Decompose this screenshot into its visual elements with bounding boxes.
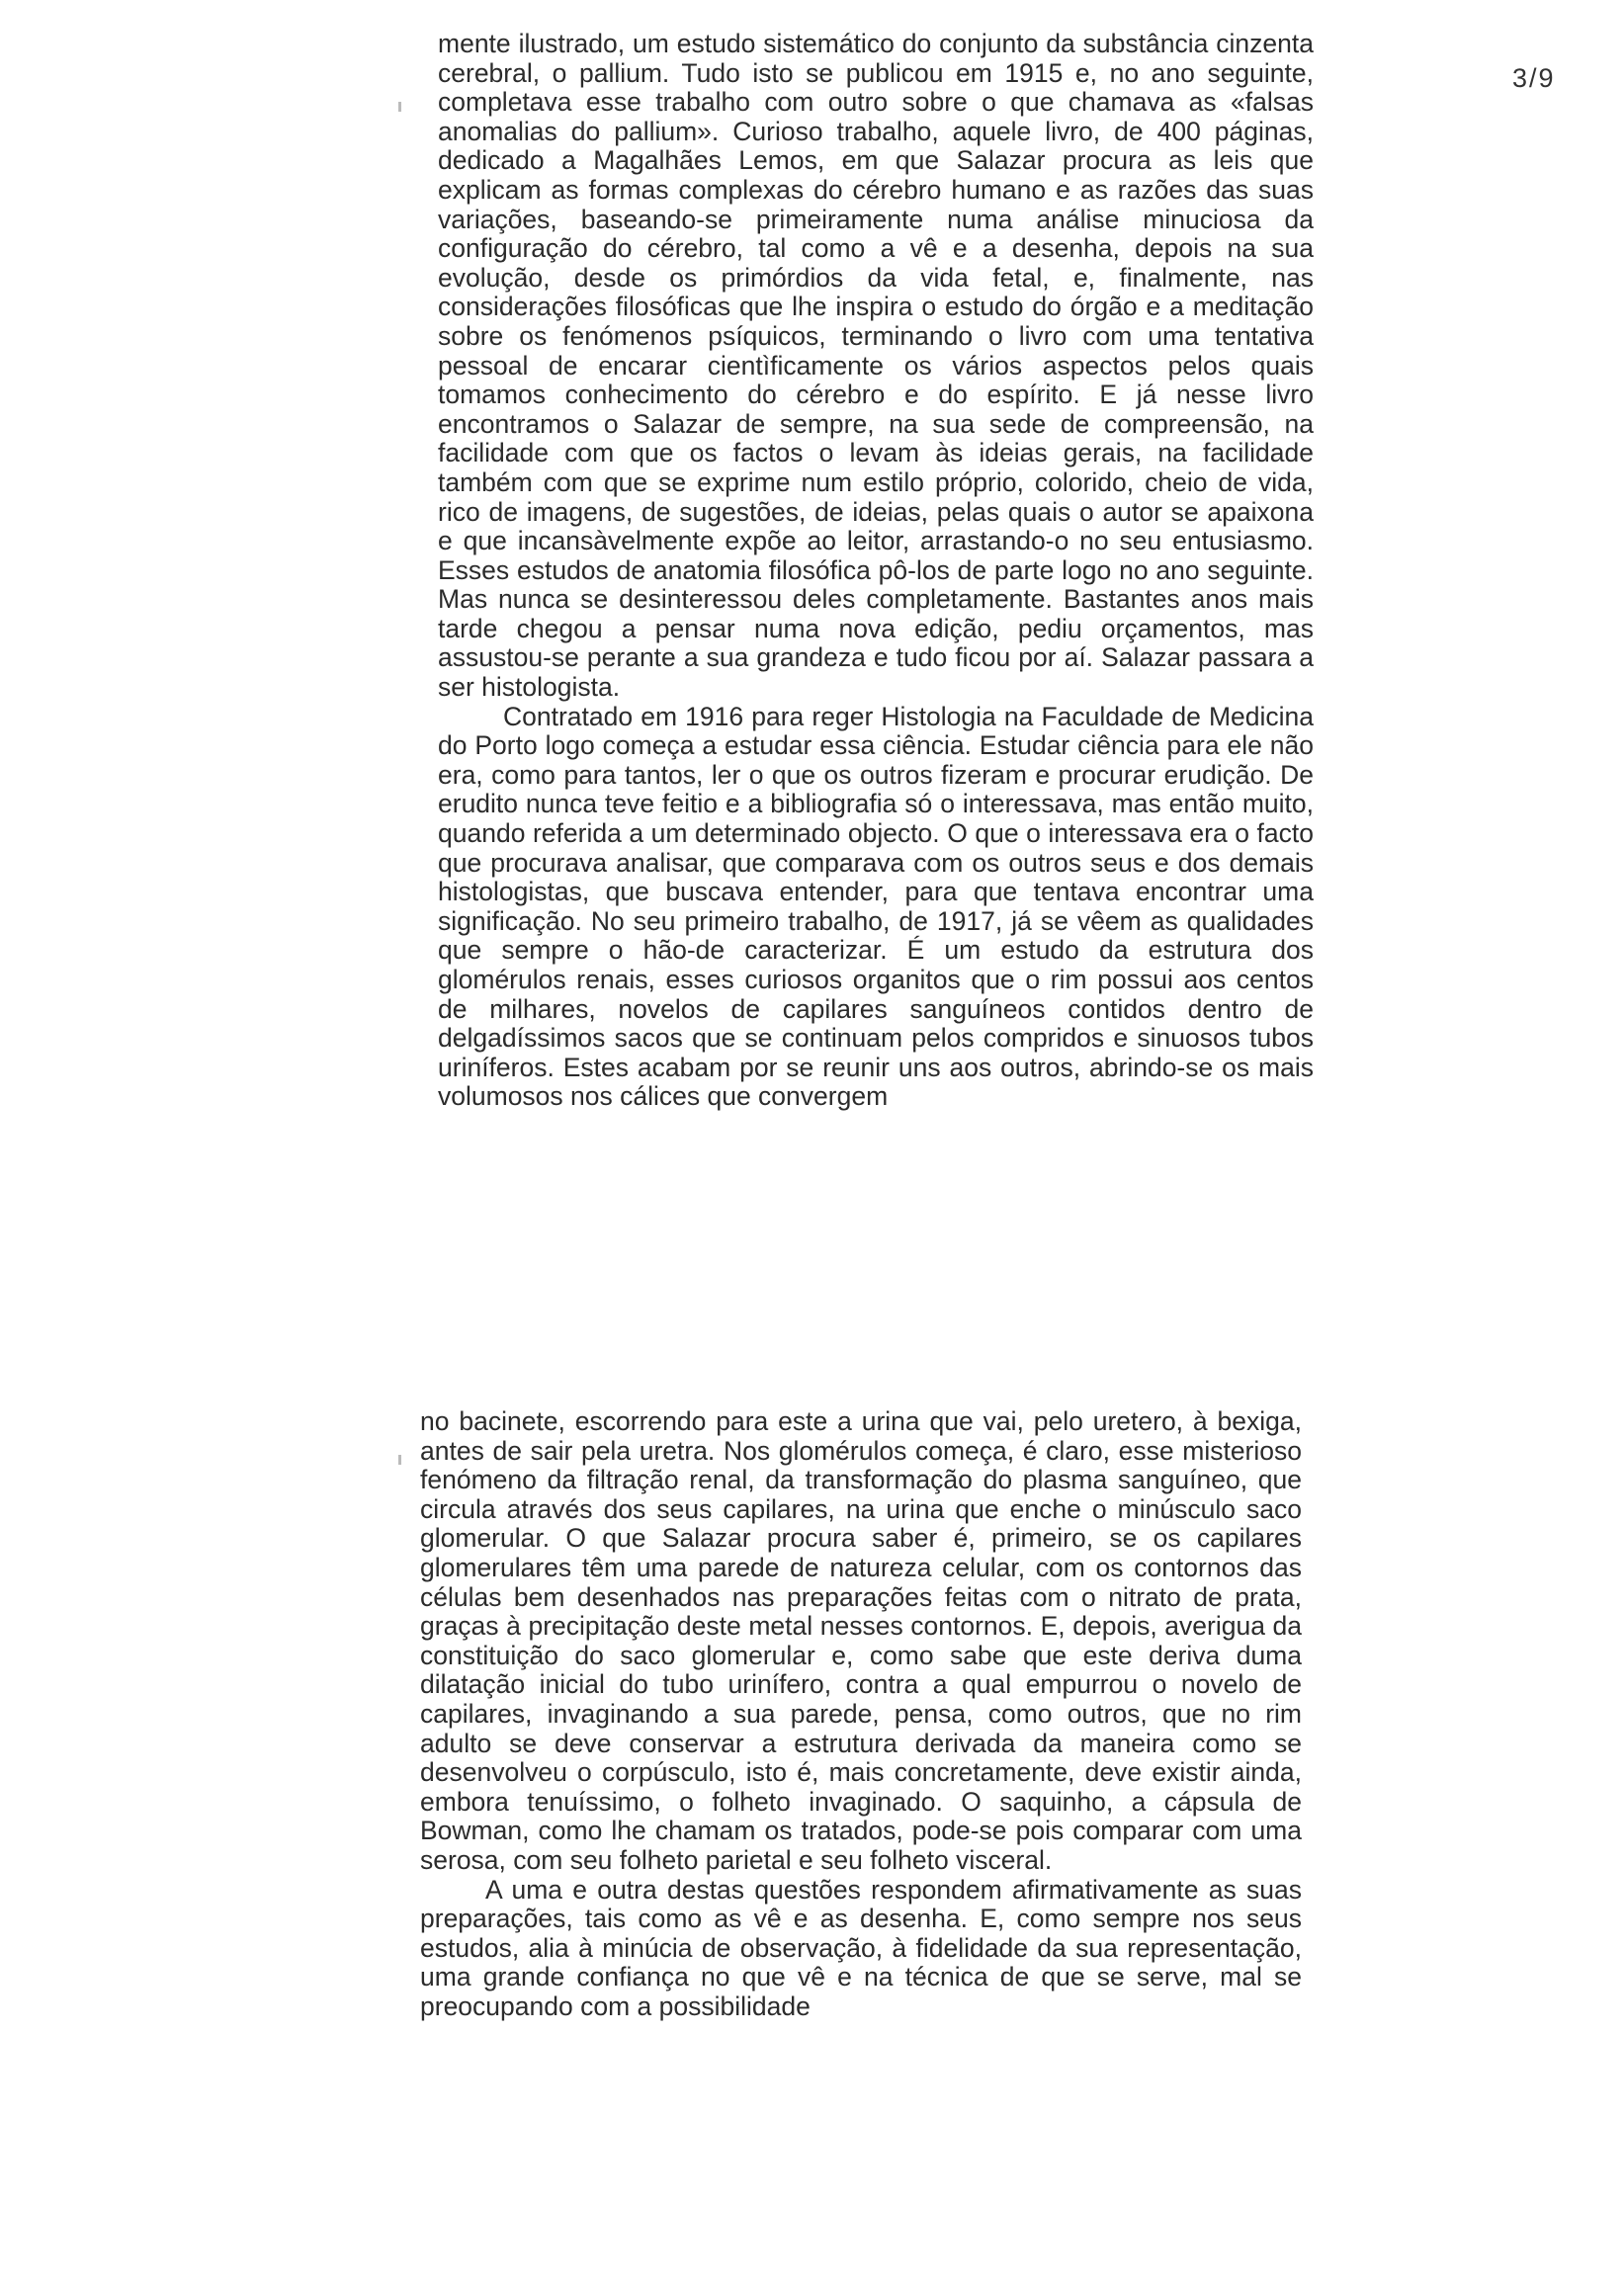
paragraph: no bacinete, escorrendo para este a urina que vai, pelo uretero, à bexiga, antes de sair pela uretra. Nos glomérulos começa, é claro, esse misterioso fenómeno da filtração renal, da transformação do plasma sanguíneo, que circula através dos seus capilares, na urina que enche o minúsculo saco glomerular. O que Salazar procura saber é, primeiro, se os capilares glomerulares têm uma parede de natureza celular, com os contornos das células bem desenhados nas preparações feitas com o nitrato de prata, graças à precipitação deste metal nesses contornos. E, depois, averigua da constituição do saco glomerular e, como sabe que este deriva duma dilatação inicial do tubo urinífero, contra a qual empurrou o novelo de capilares, invaginando a sua parede, pensa, como outros, que no rim adulto se deve conservar a estrutura derivada da maneira como se desenvolveu o corpúsculo, isto é, mais concretamente, deve existir ainda, embora tenuíssimo, o folheto invaginado. O saquinho, a cápsula de Bowman, como lhe chamam os tratados, pode-se pois comparar com uma serosa, com seu folheto parietal e seu folheto visceral. — [420, 1406, 1302, 1875]
scan-mark — [398, 102, 401, 112]
paragraph: Contratado em 1916 para reger Histologia na Faculdade de Medicina do Porto logo começa a estudar essa ciência. Estudar ciência para ele não era, como para tantos, ler o que os outros fizeram e procurar erudição. De erudito nunca teve feitio e a bibliografia só o interessava, mas então muito, quando referida a um determinado objecto. O que o interessava era o facto que procurava analisar, que comparava com os outros seus e dos demais histologistas, que buscava entender, para que tentava encontrar uma significação. No seu primeiro trabalho, de 1917, já se vêem as qualidades que sempre o hão-de caracterizar. É um estudo da estrutura dos glomérulos renais, esses curiosos organitos que o rim possui aos centos de milhares, novelos de capilares sanguíneos contidos dentro de delgadíssimos sacos que se continuam pelos compridos e sinuosos tubos uriníferos. Estes acabam por se reunir uns aos outros, abrindo-se os mais volumosos nos cálices que convergem — [438, 701, 1314, 1112]
paragraph: mente ilustrado, um estudo sistemático do conjunto da substância cinzenta cerebral, o pallium. Tudo isto se publicou em 1915 e, no ano seguinte, completava esse trabalho com outro sobre o que chamava as «falsas anomalias do pallium». Curioso trabalho, aquele livro, de 400 páginas, dedicado a Magalhães Lemos, em que Salazar procura as leis que explicam as formas complexas do cérebro humano e as razões das suas variações, baseando-se primeiramente numa análise minuciosa da configuração do cérebro, tal como a vê e a desenha, depois na sua evolução, desde os primórdios da vida fetal, e, finalmente, nas considerações filosóficas que lhe inspira o estudo do órgão e a meditação sobre os fenómenos psíquicos, terminando o livro com uma tentativa pessoal de encarar cientìficamente os vários aspectos pelos quais tomamos conhecimento do cérebro e do espírito. E já nesse livro encontramos o Salazar de sempre, na sua sede de compreensão, na facilidade com que os factos o levam às ideias gerais, na facilidade também com que se exprime num estilo próprio, colorido, cheio de vida, rico de imagens, de sugestões, de ideias, pelas quais o autor se apaixona e que incansàvelmente expõe ao leitor, arrastando-o no seu entusiasmo. Esses estudos de anatomia filosófica pô-los de parte logo no ano seguinte. Mas nunca se desinteressou deles completamente. Bastantes anos mais tarde chegou a pensar numa nova edição, pediu orçamentos, mas assustou-se perante a sua grandeza e tudo ficou por aí. Salazar passara a ser histologista. — [438, 29, 1314, 703]
text-block-lower — [420, 1407, 1302, 2021]
page-number: 3/9 — [1512, 63, 1556, 93]
scan-mark — [398, 1455, 401, 1465]
text-block-upper — [438, 30, 1314, 1112]
paragraph: A uma e outra destas questões respondem afirmativamente as suas preparações, tais como as vê e as desenha. E, como sempre nos seus estudos, alia à minúcia de observação, à fidelidade da sua representação, uma grande confiança no que vê e na técnica de que se serve, mal se preocupando com a possibilidade — [420, 1874, 1302, 2021]
